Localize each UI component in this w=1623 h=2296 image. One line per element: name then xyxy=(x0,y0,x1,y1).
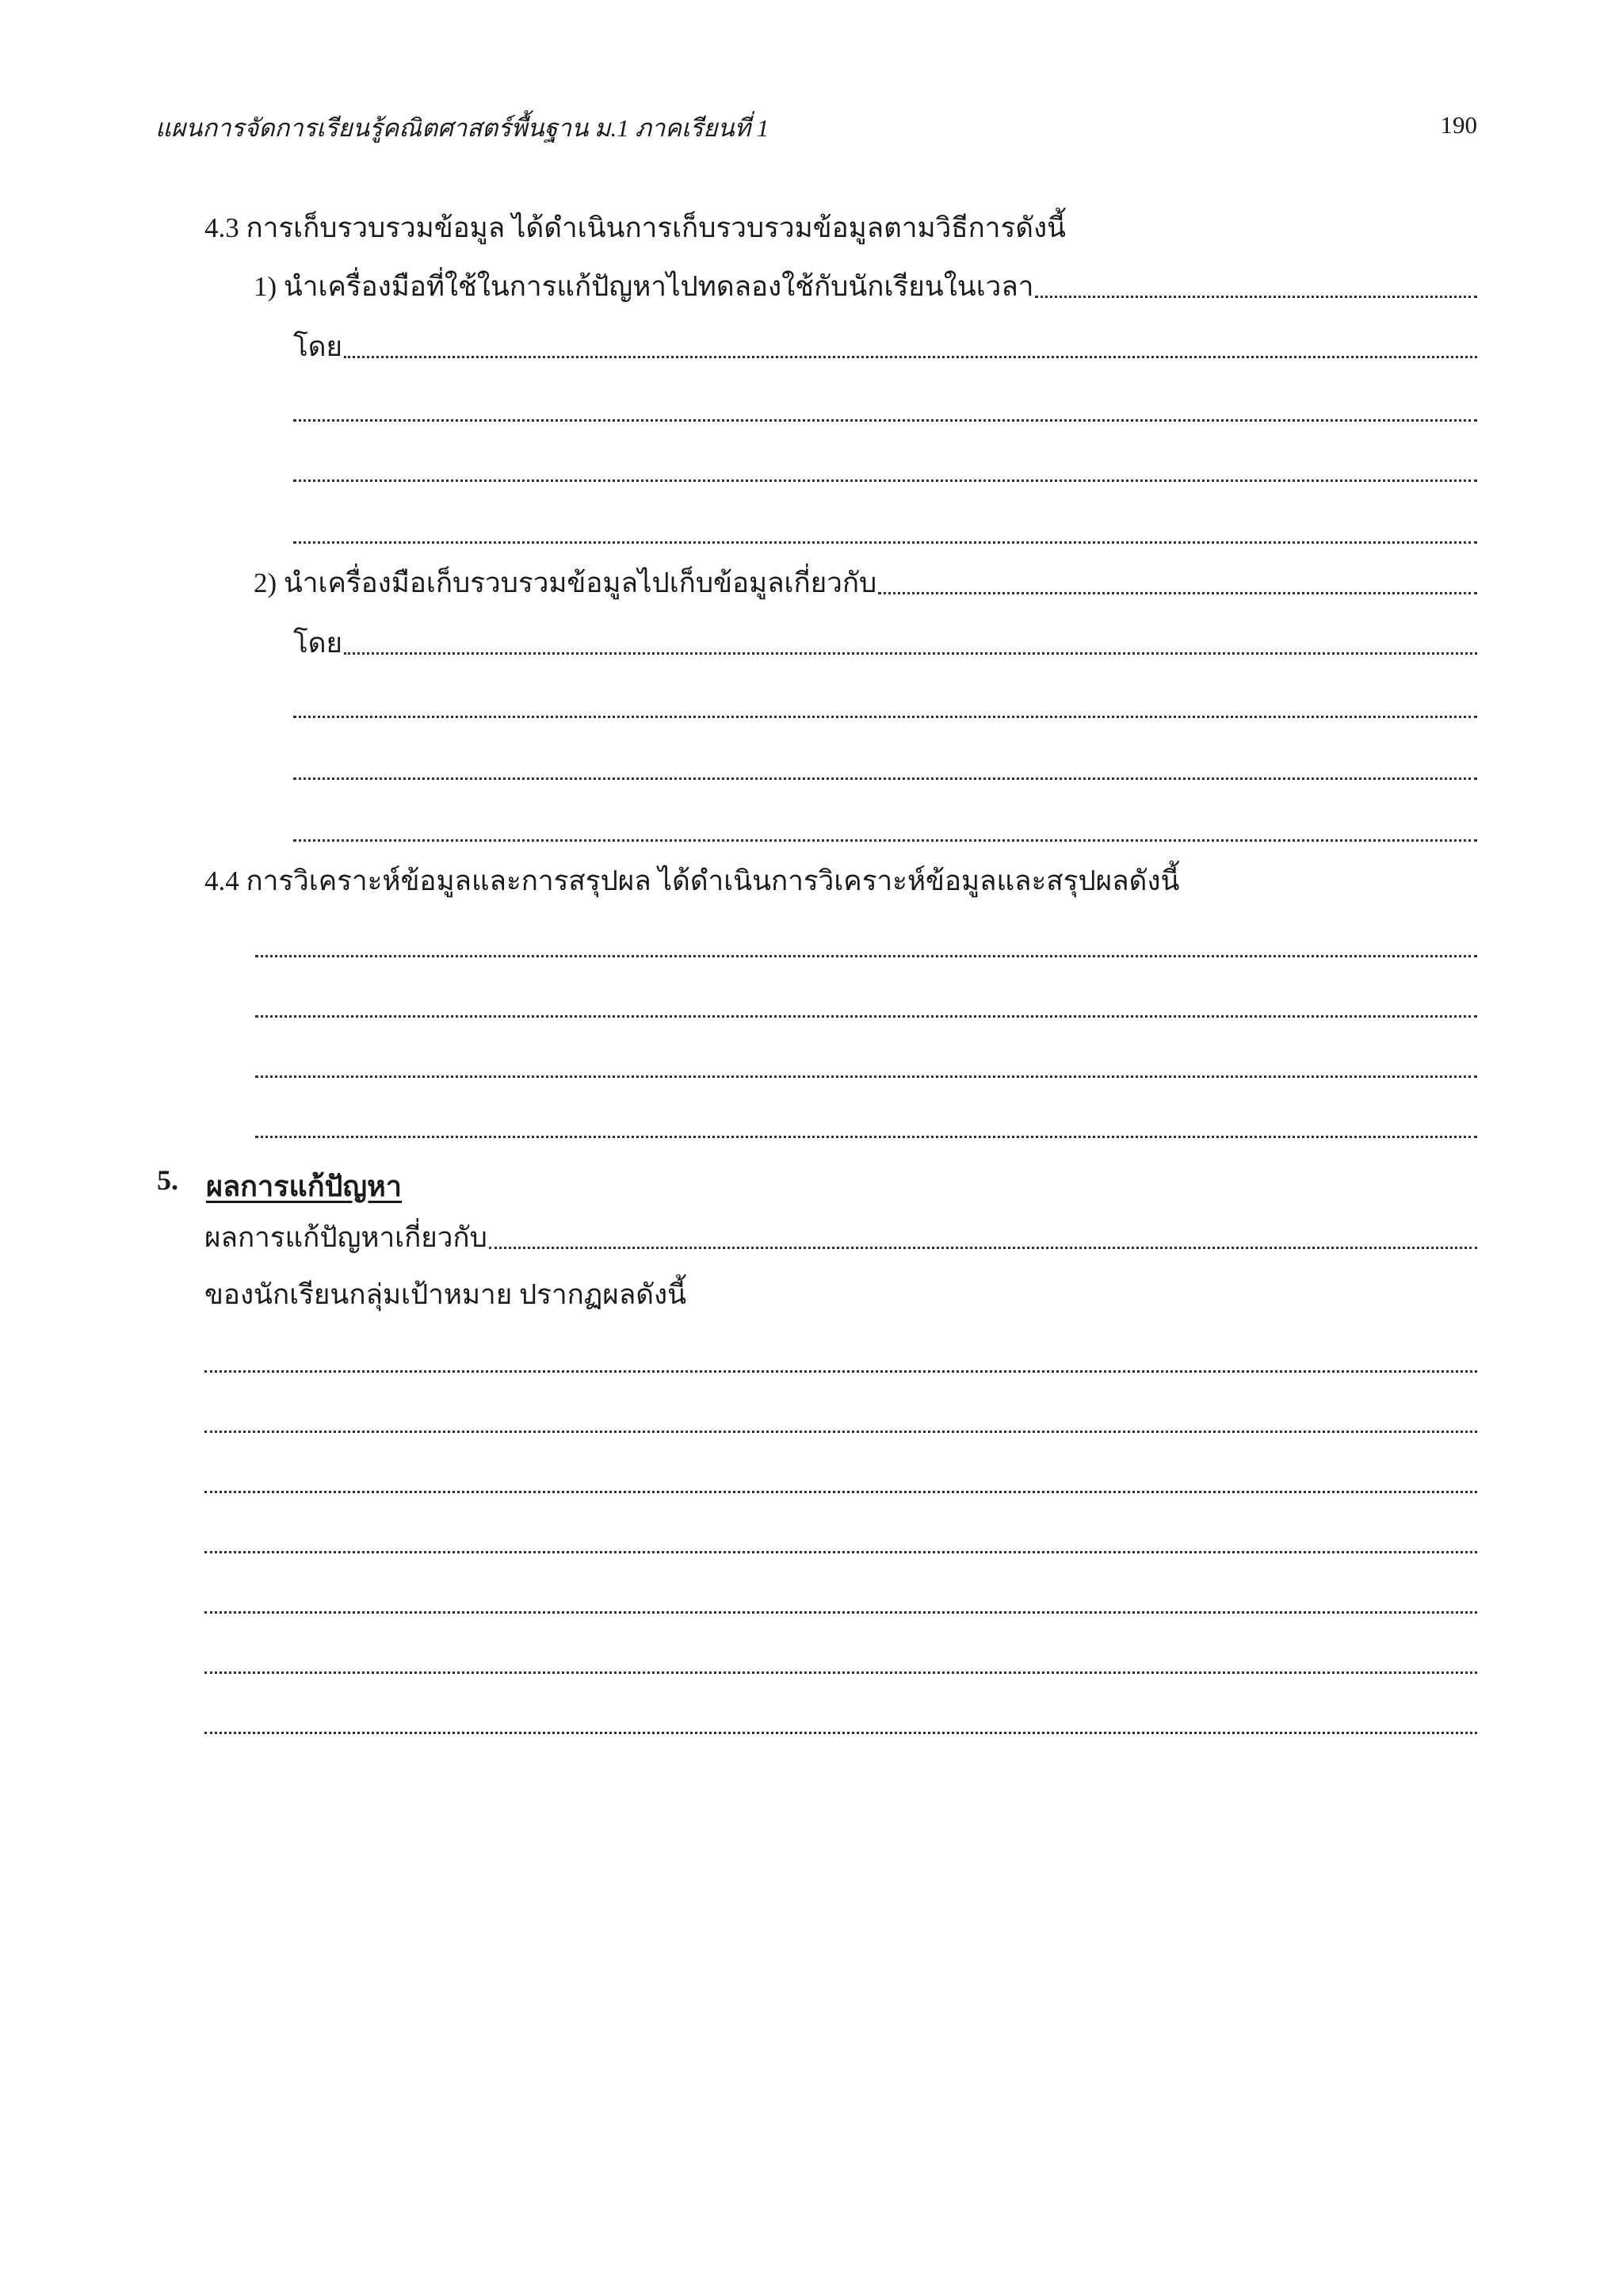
by-label: โดย xyxy=(293,331,343,362)
item-1-by-line xyxy=(293,330,1477,365)
by-label: โดย xyxy=(293,628,343,659)
blank-line xyxy=(1033,269,1477,304)
section-4-3-item-2 xyxy=(254,566,1477,601)
section-4-4-heading: 4.4 การวิเคราะห์ข้อมูลและการสรุปผล ได้ดำเนินการวิเคราะห์ข้อมูลและสรุปผลดังนี้ xyxy=(204,865,1180,896)
blank-line xyxy=(342,330,1477,365)
result-about-text: ผลการแก้ปัญหาเกี่ยวกับ xyxy=(204,1222,487,1253)
item-1-text: 1) นำเครื่องมือที่ใช้ในการแก้ปัญหาไปทดลองใช้กับนักเรียนในเวลา xyxy=(254,271,1034,302)
page-number: 190 xyxy=(1440,111,1477,139)
blank-line xyxy=(204,1645,1477,1680)
blank-line xyxy=(293,751,1477,786)
blank-line xyxy=(204,1344,1477,1379)
blank-line xyxy=(293,393,1477,428)
blank-line xyxy=(204,1525,1477,1560)
blank-line xyxy=(293,515,1477,550)
section-5-heading: ผลการแก้ปัญหา xyxy=(206,1171,402,1202)
section-4-3-item-1 xyxy=(254,269,1477,304)
section-5-line-1 xyxy=(204,1221,1477,1255)
item-2-text: 2) นำเครื่องมือเก็บรวบรวมข้อมูลไปเก็บข้อมูลเกี่ยวกับ xyxy=(254,567,877,598)
running-header: แผนการจัดการเรียนรู้คณิตศาสตร์พื้นฐาน ม.1 ภาคเรียนที่ 1 xyxy=(155,114,769,142)
blank-line xyxy=(255,929,1477,964)
blank-line xyxy=(293,813,1477,848)
blank-line xyxy=(876,566,1477,601)
blank-line xyxy=(204,1706,1477,1740)
blank-line xyxy=(342,626,1477,661)
blank-line xyxy=(293,690,1477,724)
blank-line xyxy=(255,989,1477,1024)
blank-line xyxy=(293,453,1477,488)
blank-line xyxy=(204,1585,1477,1620)
section-5-line-2: ของนักเรียนกลุ่มเป้าหมาย ปรากฏผลดังนี้ xyxy=(204,1279,687,1310)
item-2-by-line xyxy=(293,626,1477,661)
blank-line xyxy=(204,1404,1477,1439)
section-5-number: 5. xyxy=(157,1164,178,1196)
section-4-3-heading: 4.3 การเก็บรวบรวมข้อมูล ได้ดำเนินการเก็บรวบรวมข้อมูลตามวิธีการดังนี้ xyxy=(204,212,1066,243)
blank-line xyxy=(255,1049,1477,1084)
blank-line xyxy=(255,1110,1477,1144)
blank-line xyxy=(487,1221,1477,1255)
blank-line xyxy=(204,1465,1477,1499)
